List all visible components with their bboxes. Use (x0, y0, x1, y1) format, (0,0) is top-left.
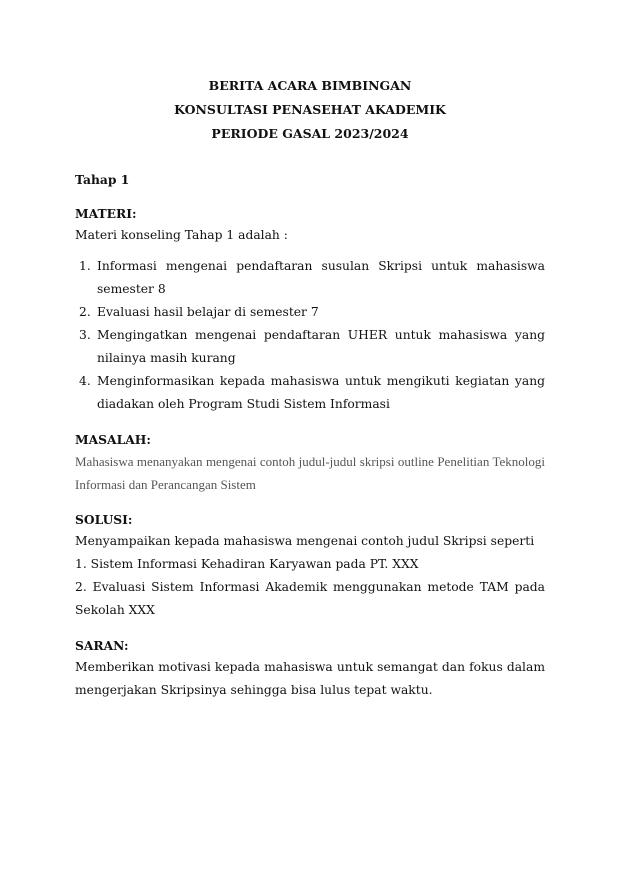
saran-text: Memberikan motivasi kepada mahasiswa untuk semangat dan fokus dalam mengerjakan Skripsinya sehingga bisa lulus tepat waktu. (75, 660, 545, 697)
title-line-1: BERITA ACARA BIMBINGAN (208, 78, 412, 93)
document-body (75, 170, 545, 702)
materi-intro: Materi konseling Tahap 1 adalah : (75, 228, 288, 242)
masalah-text: Mahasiswa menanyakan mengenai contoh judul-judul skripsi outline Penelitian Teknologi Informasi dan Perancangan Sistem (75, 454, 545, 492)
list-item: 4. Menginformasikan kepada mahasiswa untuk mengikuti kegiatan yang diadakan oleh Program Studi Sistem Informasi (79, 374, 545, 411)
list-item: 1. Informasi mengenai pendaftaran susulan Skripsi untuk mahasiswa semester 8 (79, 259, 545, 296)
stage-heading: Tahap 1 (75, 172, 130, 187)
list-item: 2. Evaluasi hasil belajar di semester 7 (79, 305, 319, 319)
title-block (0, 74, 620, 146)
title-line-2: KONSULTASI PENASEHAT AKADEMIK (174, 102, 446, 117)
solusi-intro: Menyampaikan kepada mahasiswa mengenai contoh judul Skripsi seperti (75, 534, 535, 548)
list-item: 3. Mengingatkan mengenai pendaftaran UHER untuk mahasiswa yang nilainya masih kurang (79, 328, 545, 365)
saran-heading: SARAN: (75, 638, 129, 653)
solusi-line-2: 2. Evaluasi Sistem Informasi Akademik menggunakan metode TAM pada Sekolah XXX (75, 580, 545, 617)
materi-list (75, 255, 545, 416)
solusi-line-1: 1. Sistem Informasi Kehadiran Karyawan pada PT. XXX (75, 557, 419, 571)
materi-heading: MATERI: (75, 206, 137, 221)
solusi-heading: SOLUSI: (75, 512, 133, 527)
masalah-heading: MASALAH: (75, 432, 151, 447)
title-line-3: PERIODE GASAL 2023/2024 (211, 126, 409, 141)
